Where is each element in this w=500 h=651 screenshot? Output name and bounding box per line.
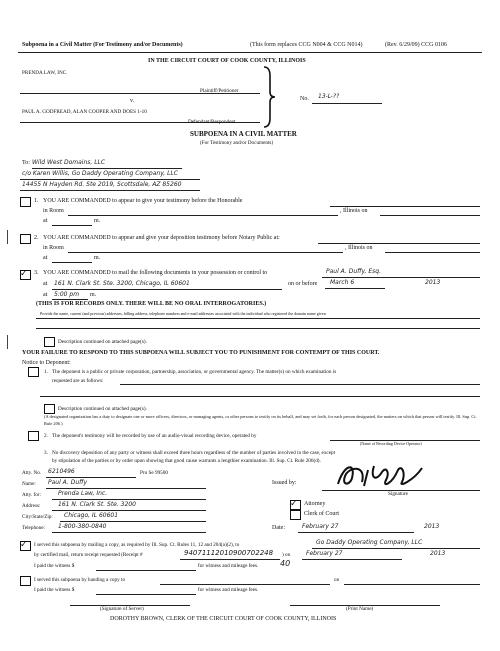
- item2-checkbox[interactable]: [20, 234, 31, 244]
- atty-address: 161 N. Clark St. Ste. 3200: [58, 501, 136, 508]
- issued-by-label: Issued by:: [272, 480, 297, 486]
- receipt-on-label: ) on: [282, 552, 291, 558]
- item2-illinois-label: , Illinois on: [345, 245, 373, 251]
- notice1-line-2: [40, 396, 480, 397]
- atty-name-line: [46, 488, 206, 489]
- atty-address-label: Address:: [22, 503, 41, 509]
- paid-amount-line: [96, 570, 196, 571]
- clerk-option: Clerk of Court: [304, 511, 339, 517]
- server-signature-label: (Signature of Server): [100, 606, 144, 612]
- recipient-careof-line: [20, 179, 200, 180]
- scan-edge-mark: [7, 335, 8, 349]
- item2-number: 2.: [34, 235, 39, 241]
- item2-date-line: [385, 252, 480, 253]
- notice1-text2: requested are as follows:: [52, 378, 104, 384]
- description-checkbox[interactable]: [44, 337, 55, 347]
- item1-text: YOU ARE COMMANDED to appear to give your testimony before the Honorable: [43, 198, 243, 204]
- notice2-checkbox[interactable]: [28, 431, 39, 441]
- item3-time-line: [52, 299, 88, 300]
- signature-label: Signature: [388, 491, 408, 497]
- item3-recipient-line: [322, 277, 480, 278]
- clerk-checkbox[interactable]: [290, 510, 301, 520]
- item1-number: 1.: [34, 198, 39, 204]
- documents-line-2: [36, 328, 480, 329]
- operator-label: (Name of Recording Device Operator): [360, 441, 422, 446]
- item3-year: 2013: [425, 279, 441, 286]
- item2-room-line: [68, 252, 343, 253]
- item2-text: YOU ARE COMMANDED to appear and give your deposition testimony before Notary Public at:: [43, 235, 280, 241]
- notice1-number: 1.: [44, 369, 48, 375]
- item3-at2-label: at: [43, 292, 48, 298]
- item3-number: 3.: [34, 270, 39, 276]
- atty-address-line: [52, 510, 206, 511]
- atty-for-label: Atty. for:: [22, 492, 41, 498]
- item1-honorable-line: [330, 206, 480, 207]
- issued-date-label: Date:: [272, 525, 285, 531]
- notice3-text2: by stipulation of the parties or by order upon showing that good cause warrants a lengthier examination. Ill. Sup. Ct. Rule 206(d).: [52, 458, 321, 464]
- item1-checkbox[interactable]: [20, 197, 31, 207]
- subpoena-subtitle: (For Testimony and/or Documents): [200, 140, 274, 146]
- case-no-label: No.: [300, 96, 309, 102]
- hand-name-line: [160, 584, 330, 585]
- issued-date-line: [298, 532, 414, 533]
- item1-illinois-label: , Illinois on: [340, 208, 368, 214]
- hand-date-line: [344, 584, 480, 585]
- item3-time: 5:00 pm: [54, 291, 80, 298]
- paid-witness-for-2: for witness and mileage fees.: [198, 587, 259, 593]
- to-label: To:: [22, 160, 30, 166]
- item3-address: 161 N. Clark St. Ste. 3200, Chicago, IL 60601: [54, 280, 190, 287]
- item3-date: March 6: [330, 279, 355, 286]
- item3-recipient: Paul A. Duffy, Esq.: [326, 268, 381, 275]
- atty-no: 6210496: [48, 468, 75, 475]
- clerk-footer: DOROTHY BROWN, CLERK OF THE CIRCUIT COURT OF COOK COUNTY, ILLINOIS: [110, 616, 337, 622]
- case-number: 13-L-??: [318, 93, 340, 100]
- issued-year: 2013: [424, 523, 440, 530]
- paid-witness-text-2: I paid the witness $: [34, 587, 75, 593]
- paid-amount-line-2: [96, 594, 196, 595]
- item3-m-label: m.: [90, 292, 97, 298]
- attorney-check-icon: ✓: [290, 499, 298, 509]
- item2-time-line: [52, 262, 92, 263]
- description-continued: Description continued on attached page(s).: [58, 339, 147, 345]
- service-mail-date: February 27: [306, 550, 343, 557]
- service-mail-text: I served this subpoena by mailing a copy, as required by Ill. Sup. Ct. Rules 11, 12 and 204(a)(2), to: [34, 542, 240, 548]
- notice2-number: 2.: [44, 433, 48, 439]
- service-party-line: [312, 548, 480, 549]
- pro-se-label: Pro Se 99500: [140, 470, 168, 476]
- atty-name: Paul A. Duffy: [48, 479, 88, 486]
- notice-to-deponent: Notice to Deponent:: [22, 360, 71, 366]
- atty-no-label: Atty. No.: [22, 470, 42, 476]
- notice-description-checkbox[interactable]: [44, 404, 55, 414]
- print-name-label: (Print Name): [346, 606, 374, 612]
- documents-line-1: [36, 318, 480, 319]
- defendant-name: PAUL A. GODFREAD, ALAN COOPER AND DOES 1-10: [22, 109, 147, 115]
- notice1-line-1: [120, 384, 480, 385]
- attorney-signature-icon: [330, 460, 430, 490]
- header-rule: [18, 52, 482, 53]
- plaintiff-label: Plaintiff/Petitioner: [200, 88, 239, 94]
- subject-heading: Subpoena in a Civil Matter (For Testimony and/or Documents): [22, 42, 183, 48]
- recipient-name: Wild West Domains, LLC: [32, 159, 106, 166]
- item2-at-label: at: [43, 255, 48, 261]
- item1-room-line: [68, 215, 338, 216]
- scan-edge-mark: [7, 230, 8, 244]
- records-only-note: (THIS IS FOR RECORDS ONLY. THERE WILL BE NO ORAL INTERROGATORIES.): [36, 301, 267, 307]
- item1-at-label: at: [43, 218, 48, 224]
- item3-text: YOU ARE COMMANDED to mail the following documents in your possession or control to: [43, 270, 268, 276]
- service-hand-on: on: [334, 577, 340, 583]
- item2-room-label: in Room: [43, 245, 64, 251]
- item1-m-label: m.: [94, 218, 101, 224]
- case-no-line: [312, 103, 382, 104]
- versus-label: v.: [130, 98, 135, 104]
- atty-for: Prenda Law, Inc.: [58, 490, 108, 497]
- atty-city: Chicago, IL 60601: [64, 512, 119, 519]
- item3-address-line: [52, 289, 282, 290]
- item3-on-or-before-label: on or before: [288, 281, 318, 287]
- item3-check-icon: ✓: [20, 269, 28, 279]
- service-date-line: [302, 559, 402, 560]
- replaces-note: (This form replaces CCG N004 & CCG N014): [250, 42, 363, 48]
- atty-telephone-line: [52, 532, 206, 533]
- item3-date-line: [325, 288, 385, 289]
- service-mail-year: 2013: [430, 550, 446, 557]
- notice3-text: No discovery deposition of any party or witness shall exceed three hours regardless of the number of parties involved in the case, except: [52, 450, 336, 456]
- recipient-address: 14455 N Hayden Rd. Ste 2019, Scottsdale, AZ 85260: [22, 181, 182, 188]
- recipient-address-line: [20, 190, 200, 191]
- attorney-option: Attorney: [304, 501, 326, 507]
- receipt-number: 94071112010900702248: [184, 549, 274, 557]
- atty-telephone: 1-800-380-0840: [58, 523, 107, 530]
- notice1-checkbox[interactable]: [28, 367, 39, 377]
- notice3-number: 3.: [44, 450, 48, 456]
- paid-amount: 40: [280, 559, 291, 568]
- atty-no-line: [46, 477, 136, 478]
- court-heading: IN THE CIRCUIT COURT OF COOK COUNTY, ILLINOIS: [148, 58, 306, 64]
- item1-time-line: [52, 225, 92, 226]
- atty-city-label: City/State/Zip:: [22, 514, 53, 520]
- item2-notary-line: [318, 243, 480, 244]
- plaintiff-name: PRENDA LAW, INC.: [22, 70, 68, 76]
- form-revision: (Rev. 6/29/09) CCG 0106: [385, 42, 447, 48]
- paid-witness-for: for witness and mileage fees.: [198, 563, 259, 569]
- caption-brace: [262, 66, 276, 128]
- item3-at-label: at: [43, 281, 48, 287]
- service-hand-checkbox[interactable]: [20, 576, 31, 586]
- notice2-text: The deponent's testimony will be recorded by use of an audio-visual recording device, operated by: [52, 433, 257, 439]
- receipt-line: [180, 559, 280, 560]
- documents-requested: Provide the name, current (and previous) addresses, billing address, telephone numbers and e-mail addresses associated with the individual who registered the domain name given: [40, 311, 326, 316]
- item1-room-label: in Room: [43, 208, 64, 214]
- item1-date-line: [380, 215, 480, 216]
- atty-telephone-label: Telephone:: [22, 525, 45, 531]
- atty-for-line: [52, 499, 206, 500]
- paid-witness-text: I paid the witness $: [34, 563, 75, 569]
- designated-organization-note: (A designated organization has a duty to designate one or more officers, directors, or managing agents, or other persons to testify on its behalf, and may set forth, for each person designated, the matters on which that person will testify. Ill. Sup. Ct. Rule 206.): [44, 414, 477, 426]
- recipient-name-line: [32, 168, 182, 169]
- item2-m-label: m.: [94, 255, 101, 261]
- notice-description: Description continued on attached page(s).: [58, 406, 147, 412]
- issued-date: February 27: [302, 523, 339, 530]
- atty-name-label: Name:: [22, 481, 36, 487]
- notice1-text: The deponent is a public or private corporation, partnership, association, or governmental agency. The matter(s) on which examination is: [52, 369, 337, 375]
- failure-notice: YOUR FAILURE TO RESPOND TO THIS SUBPOENA WILL SUBJECT YOU TO PUNISHMENT FOR CONTEMPT OF THIS COURT.: [22, 350, 380, 356]
- atty-city-line: [60, 521, 206, 522]
- recipient-care-of: c/o Karen Willis, Go Daddy Operating Company, LLC: [22, 170, 178, 177]
- service-hand-text: I served this subpoena by handing a copy to: [34, 577, 126, 583]
- certified-mail-text: by certified mail, return receipt requested (Receipt #: [34, 552, 143, 558]
- subpoena-title: SUBPOENA IN A CIVIL MATTER: [190, 130, 297, 138]
- defendant-label: Defendant/Respondent: [188, 119, 236, 125]
- service-mail-party: Go Daddy Operating Company, LLC: [316, 539, 423, 546]
- service-mail-check-icon: ✓: [20, 540, 28, 550]
